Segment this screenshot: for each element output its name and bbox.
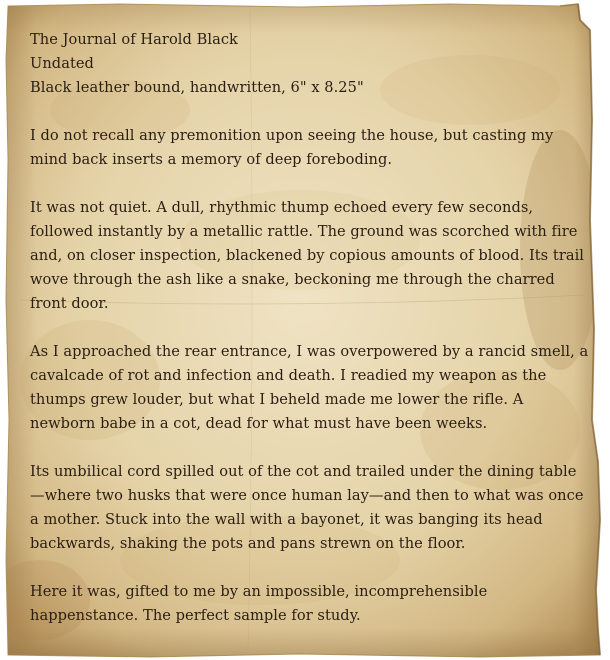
- journal-paragraph: Here it was, gifted to me by an impossible, incomprehensible happenstance. The perfect sample for study.: [30, 583, 488, 624]
- journal-paragraph: It was not quiet. A dull, rhythmic thump echoed every few seconds, followed instantly by a metallic rattle. The ground was scorched with fire and, on closer inspection, blackened by copious amounts of blood. Its trail wove through the ash like a snake, beckoning me through the charred front door.: [30, 199, 585, 312]
- journal-description: Black leather bound, handwritten, 6" x 8.25": [30, 79, 364, 96]
- journal-text: [30, 28, 590, 652]
- journal-paragraph: I do not recall any premonition upon seeing the house, but casting my mind back inserts a memory of deep foreboding.: [30, 127, 554, 168]
- journal-date: Undated: [30, 55, 94, 72]
- journal-paragraph: As I approached the rear entrance, I was overpowered by a rancid smell, a cavalcade of rot and infection and death. I readied my weapon as the thumps grew louder, but what I beheld made me lower the rifle. A newborn babe in a cot, dead for what must have been weeks.: [30, 343, 589, 432]
- journal-title: The Journal of Harold Black: [30, 31, 238, 48]
- journal-header: [30, 28, 590, 100]
- journal-paragraph: Its umbilical cord spilled out of the cot and trailed under the dining table—where two husks that were once human lay—and then to what was once a mother. Stuck into the wall with a bayonet, it was banging its head backwards, shaking the pots and pans strewn on the floor.: [30, 463, 584, 552]
